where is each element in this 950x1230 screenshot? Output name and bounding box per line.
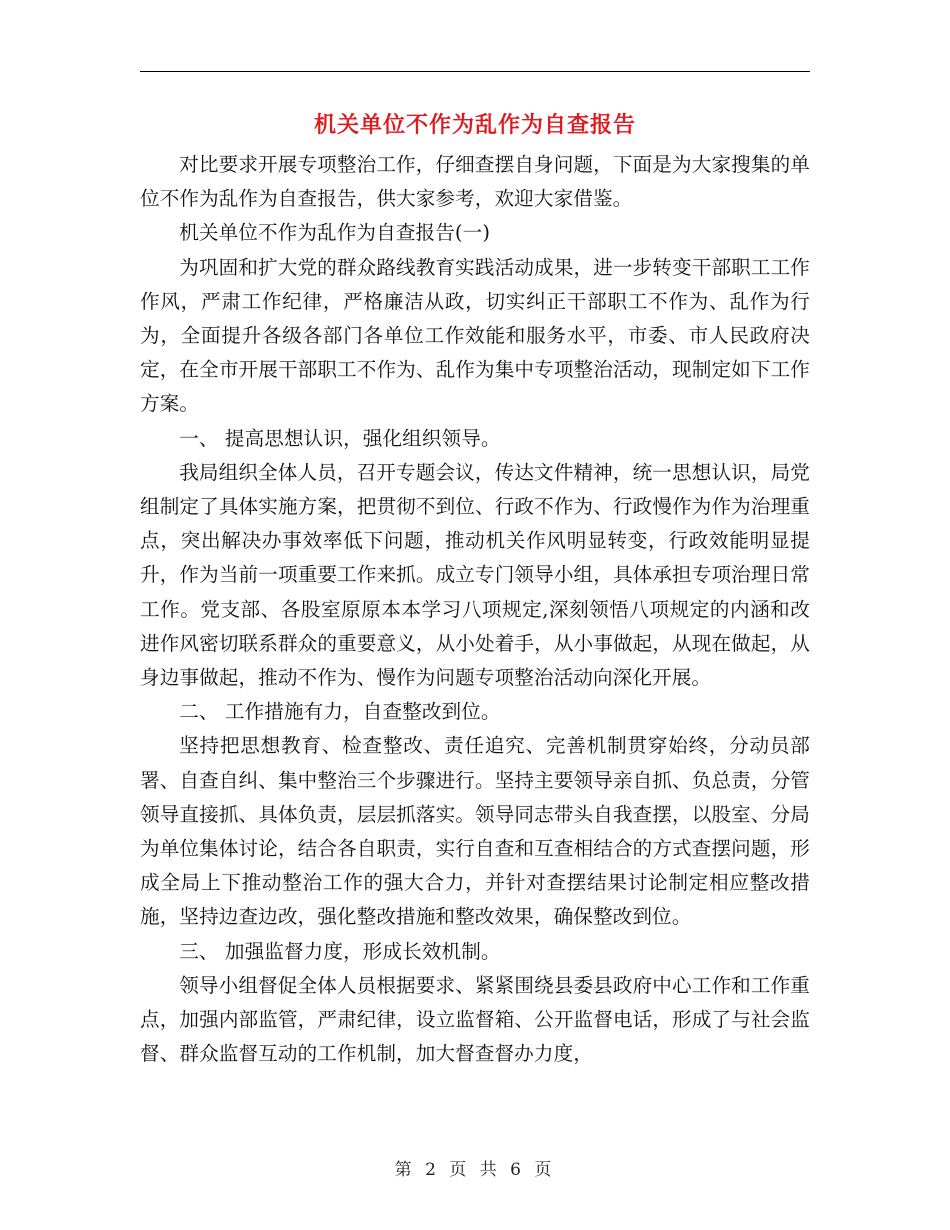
paragraph-section-1: 我局组织全体人员，召开专题会议，传达文件精神，统一思想认识，局党组制定了具体实施方案，把贯彻不到位、行政不作为、行政慢作为作为治理重点，突出解决办事效率低下问题，推动机关作风明显转变，行政效能明显提升，作为当前一项重要工作来抓。成立专门领导小组，具体承担专项治理日常工作。党支部、各股室原原本本学习八项规定,深刻领悟八项规定的内涵和改进作风密切联系群众的重要意义，从小处着手，从小事做起，从现在做起，从身边事做起，推动不作为、慢作为问题专项整治活动向深化开展。 [140, 460, 810, 690]
paragraph-subtitle: 机关单位不作为乱作为自查报告(一) [179, 221, 491, 245]
paragraph-intro: 对比要求开展专项整治工作，仔细查摆自身问题，下面是为大家搜集的单位不作为乱作为自查报告，供大家参考，欢迎大家借鉴。 [140, 153, 810, 211]
paragraph-section-3: 领导小组督促全体人员根据要求、紧紧围绕县委县政府中心工作和工作重点，加强内部监管，严肃纪律，设立监督箱、公开监督电话，形成了与社会监督、群众监督互动的工作机制，加大督查督办力度， [140, 973, 810, 1066]
header-rule [140, 71, 810, 72]
section-heading-3: 三、 加强监督力度，形成长效机制。 [179, 939, 501, 963]
paragraph-purpose: 为巩固和扩大党的群众路线教育实践活动成果，进一步转变干部职工工作作风，严肃工作纪律，严格廉洁从政，切实纠正干部职工不作为、乱作为行为，全面提升各级各部门各单位工作效能和服务水平，市委、市人民政府决定，在全市开展干部职工不作为、乱作为集中专项整治活动，现制定如下工作方案。 [140, 255, 810, 416]
section-heading-1: 一、 提高思想认识，强化组织领导。 [179, 426, 501, 450]
document-body [140, 148, 810, 1071]
document-title: 机关单位不作为乱作为自查报告 [313, 112, 636, 138]
page-number: 第 2 页 共 6 页 [394, 1160, 556, 1180]
section-heading-2: 二、 工作措施有力，自查整改到位。 [179, 700, 501, 724]
paragraph-section-2: 坚持把思想教育、检查整改、责任追究、完善机制贯穿始终，分动员部署、自查自纠、集中整治三个步骤进行。坚持主要领导亲自抓、负总责，分管领导直接抓、具体负责，层层抓落实。领导同志带头自我查摆，以股室、分局为单位集体讨论，结合各自职责，实行自查和互查相结合的方式查摆问题，形成全局上下推动整治工作的强大合力，并针对查摆结果讨论制定相应整改措施，坚持边查边改，强化整改措施和整改效果，确保整改到位。 [140, 734, 810, 929]
